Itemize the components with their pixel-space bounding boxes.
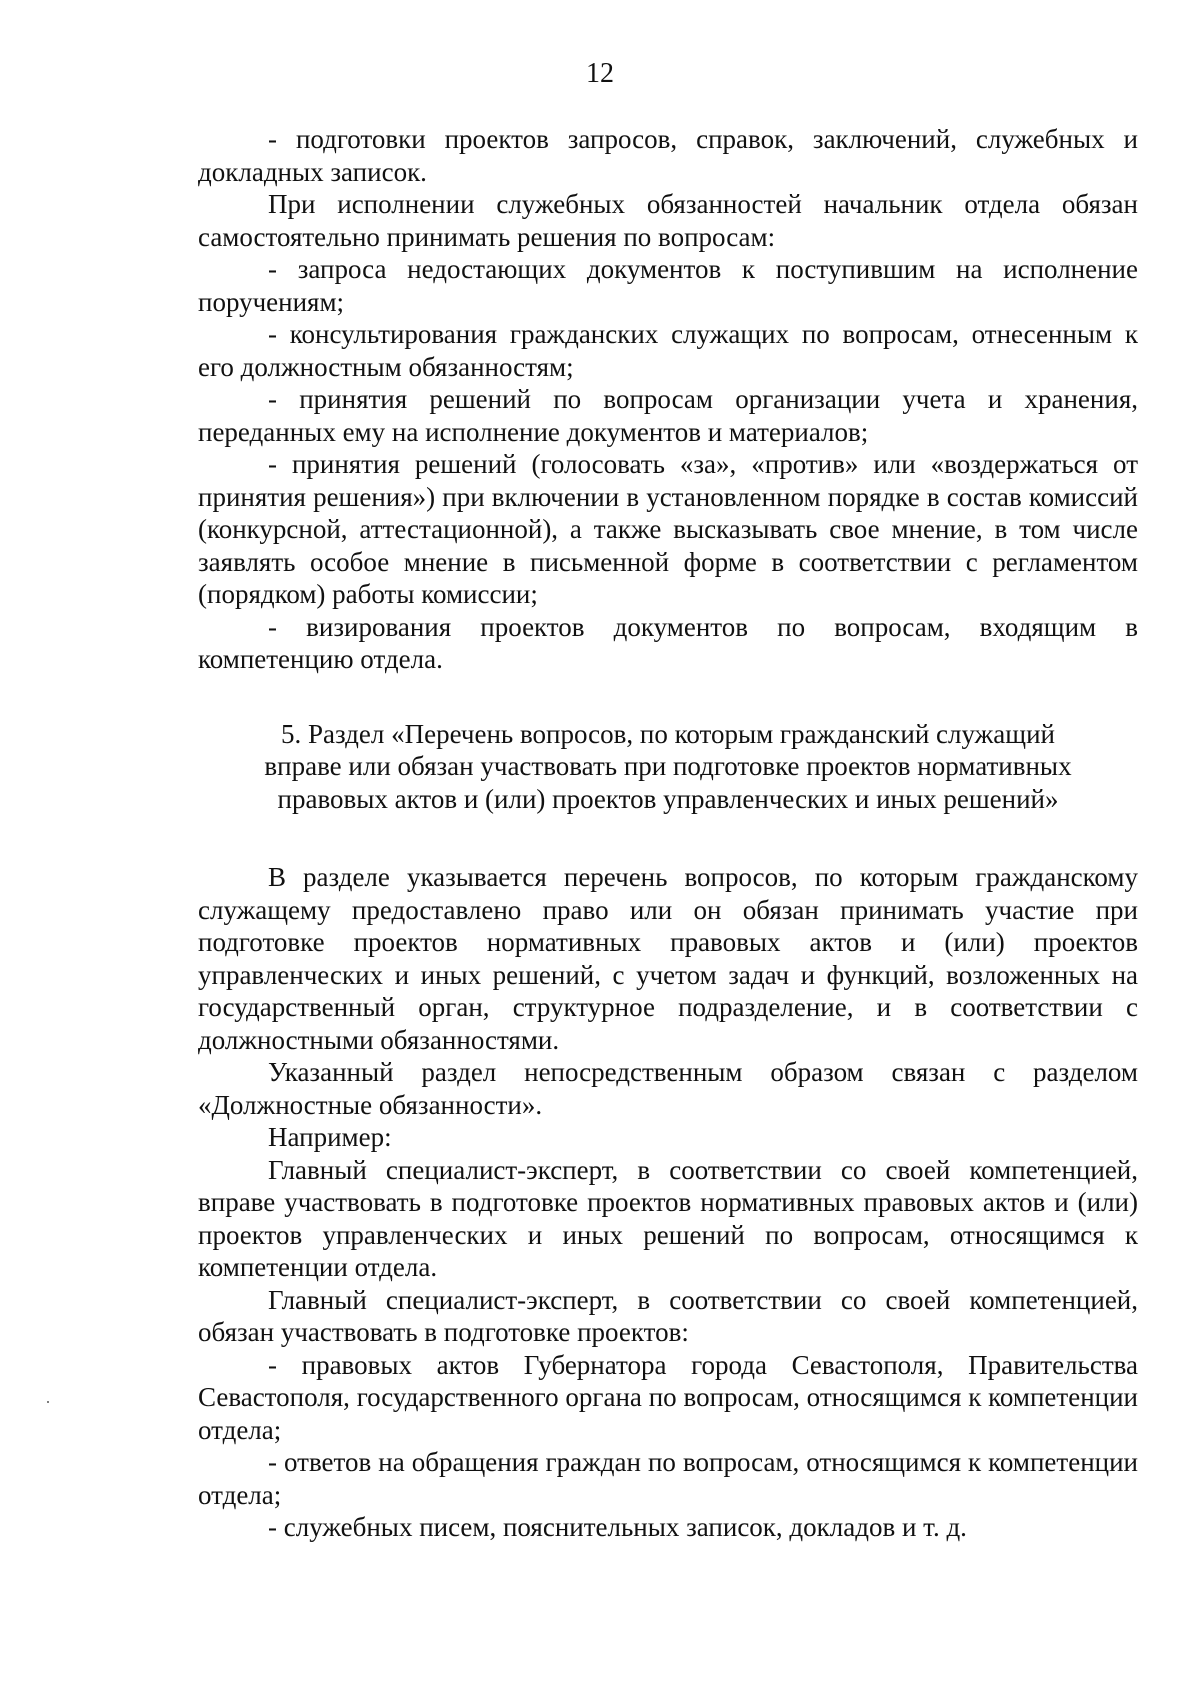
scan-speck bbox=[47, 1401, 49, 1403]
section-heading-line: вправе или обязан участвовать при подготовке проектов нормативных bbox=[264, 751, 1072, 781]
list-item-official-letters: - служебных писем, пояснительных записок, докладов и т. д. bbox=[268, 1512, 967, 1542]
list-item-citizen-responses: - ответов на обращения граждан по вопросам, относящимся к компетенции отдела; bbox=[198, 1447, 1138, 1510]
paragraph-example-label: Например: bbox=[268, 1122, 392, 1152]
paragraph-duties-intro: При исполнении служебных обязанностей начальник отдела обязан самостоятельно принимать решения по вопросам: bbox=[198, 189, 1138, 252]
list-item-record-keeping: - принятия решений по вопросам организации учета и хранения, переданных ему на исполнение документов и материалов; bbox=[198, 384, 1138, 447]
document-body bbox=[198, 123, 1138, 1544]
list-item-commission-voting: - принятия решений (голосовать «за», «против» или «воздержаться от принятия решения») при включении в установленном порядке в состав комиссий (конкурсной, аттестационной), а также высказывать свое мнение, в том числе заявлять особое мнение в письменной форме в соответствии с регламентом (порядком) работы комиссии; bbox=[198, 449, 1138, 609]
paragraph-example-right: Главный специалист-эксперт, в соответствии со своей компетенцией, вправе участвовать в подготовке проектов нормативных правовых актов и (или) проектов управленческих и иных решений по вопросам, относящимся к компетенции отдела. bbox=[198, 1154, 1138, 1282]
section-heading bbox=[198, 718, 1138, 816]
list-item-legal-acts: - правовых актов Губернатора города Севастополя, Правительства Севастополя, государственного органа по вопросам, относящимся к компетенции отдела; bbox=[198, 1349, 1138, 1445]
list-item-consulting: - консультирования гражданских служащих по вопросам, отнесенным к его должностным обязанностям; bbox=[198, 319, 1138, 382]
paragraph-example-obligation: Главный специалист-эксперт, в соответствии со своей компетенцией, обязан участвовать в подготовке проектов: bbox=[198, 1284, 1138, 1347]
paragraph-section-description: В разделе указывается перечень вопросов, по которым гражданскому служащему предоставлено право или он обязан принимать участие при подготовке проектов нормативных правовых актов и (или) проектов управленческих и иных решений, с учетом задач и функций, возложенных на государственный орган, структурное подразделение, и в соответствии с должностными обязанностями. bbox=[198, 862, 1138, 1055]
paragraph-section-relation: Указанный раздел непосредственным образом связан с разделом «Должностные обязанности». bbox=[198, 1057, 1138, 1120]
page-number: 12 bbox=[586, 58, 614, 89]
section-heading-line: правовых актов и (или) проектов управленческих и иных решений» bbox=[277, 783, 1059, 814]
list-item-request-documents: - запроса недостающих документов к поступившим на исполнение поручениям; bbox=[198, 254, 1138, 317]
section-heading-line: 5. Раздел «Перечень вопросов, по которым гражданский служащий bbox=[281, 718, 1055, 749]
paragraph-preparation-drafts: - подготовки проектов запросов, справок, заключений, служебных и докладных записок. bbox=[198, 124, 1138, 187]
list-item-endorsement: - визирования проектов документов по вопросам, входящим в компетенцию отдела. bbox=[198, 611, 1138, 674]
